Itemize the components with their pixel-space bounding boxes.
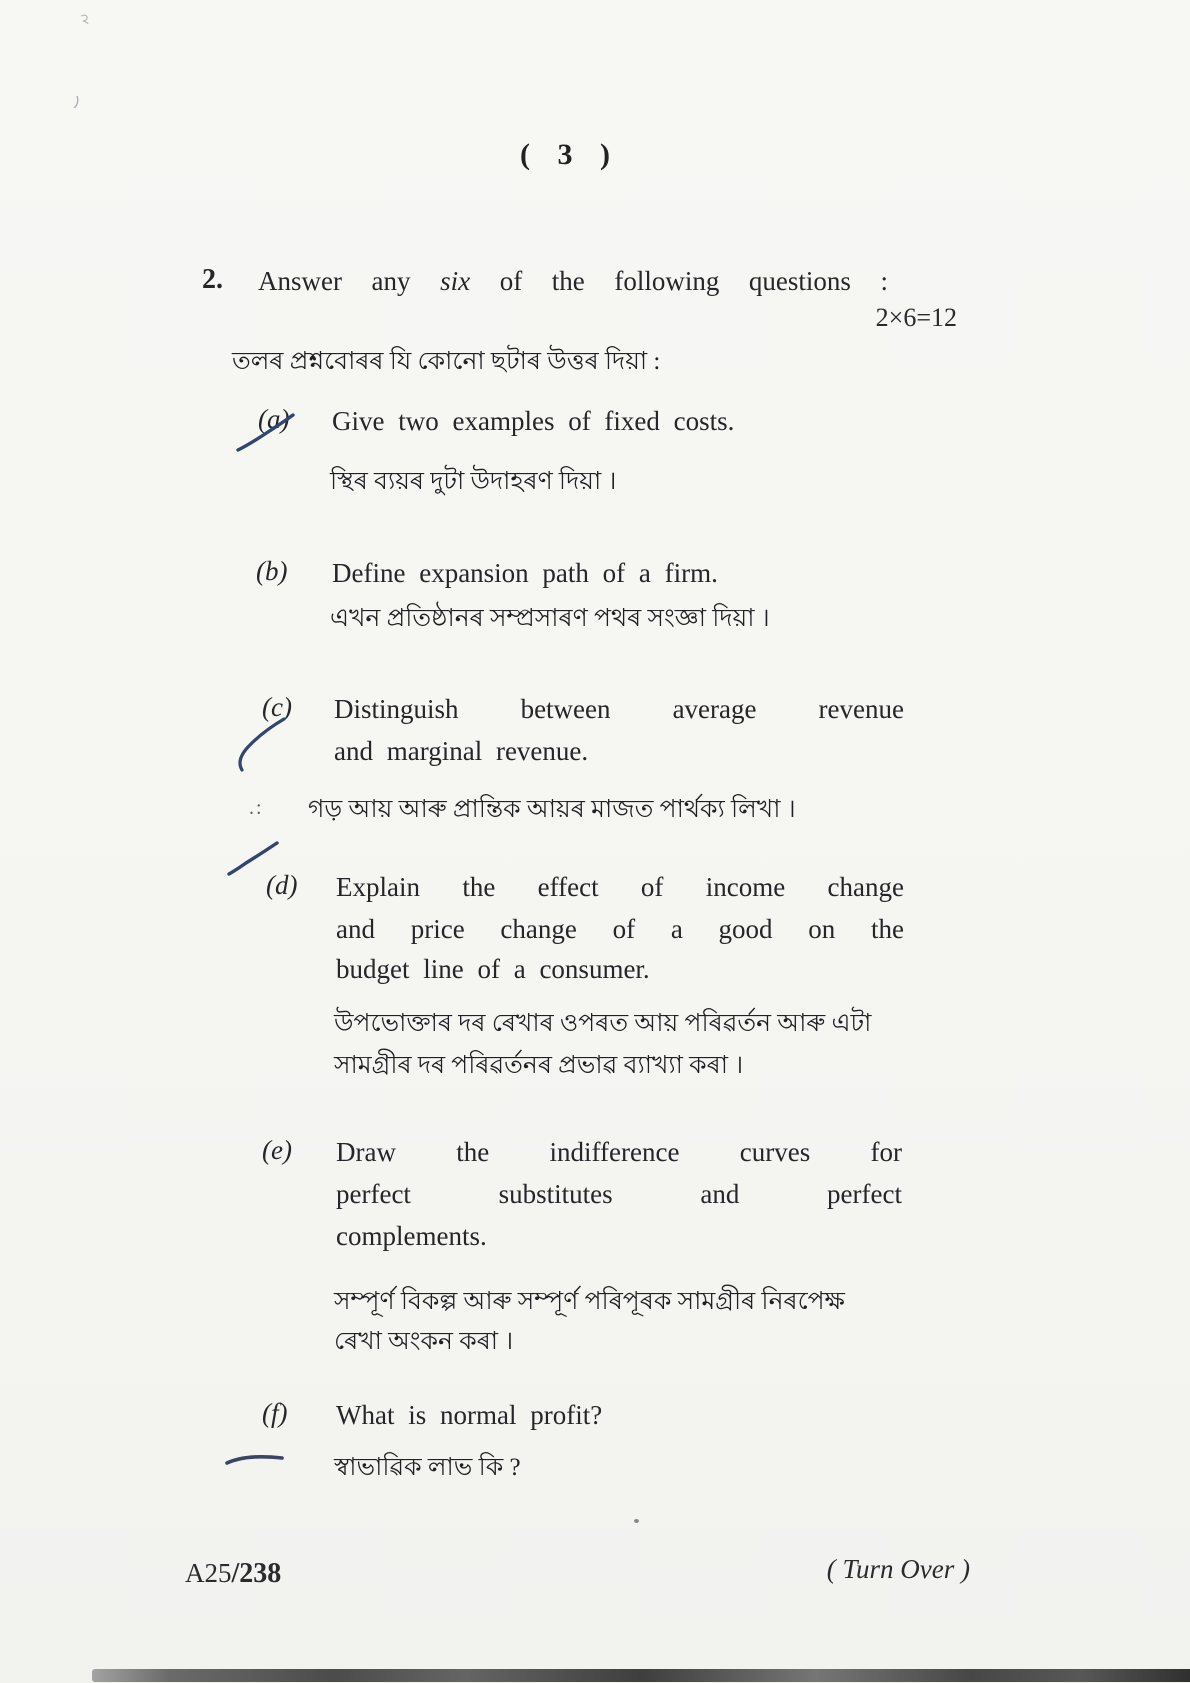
scan-artifact-band [92, 1669, 1190, 1682]
item-d-line-1: Explain the effect of income change [336, 872, 904, 902]
pen-tick-a [234, 410, 298, 454]
item-b-line-1: Define expansion path of a firm. [332, 558, 718, 588]
paper-code [185, 1558, 281, 1590]
question-text-suffix: of the following questions : [470, 266, 888, 296]
item-d-label: (d) [266, 870, 298, 900]
paper-code-series: A25 [185, 1558, 232, 1588]
item-d-line-3: budget line of a consumer. [336, 954, 650, 984]
item-e-line-2: perfect substitutes and perfect [336, 1179, 902, 1209]
pen-dash-f [224, 1450, 286, 1468]
item-a-line-1: Give two examples of fixed costs. [332, 406, 735, 436]
item-c-assamese-1: গড় আয় আৰু প্ৰান্তিক আয়ৰ মাজত পাৰ্থক্য লিখা । [308, 796, 796, 823]
item-c-line-1: Distinguish between average revenue [334, 694, 904, 724]
turn-over-note: ( Turn Over ) [826, 1554, 970, 1584]
item-a-label: (a) [258, 404, 290, 434]
question-text-assamese: তলৰ প্ৰশ্নবোৰৰ যি কোনো ছটাৰ উত্তৰ দিয়া : [232, 348, 661, 375]
question-number: 2. [202, 264, 223, 295]
question-text [258, 263, 888, 299]
item-a-assamese-1: স্থিৰ ব্যয়ৰ দুটা উদাহৰণ দিয়া । [330, 468, 617, 495]
item-e-line-3: complements. [336, 1221, 487, 1251]
item-f-label: (f) [262, 1398, 288, 1428]
pen-tick-c [236, 716, 290, 774]
item-f-assamese-1: স্বাভাৱিক লাভ কি ? [334, 1454, 521, 1481]
question-text-italic: six [440, 266, 471, 296]
item-c-margin-mark: .: [249, 797, 264, 819]
scan-speck [78, 12, 92, 26]
scan-speck [72, 94, 82, 110]
item-b-label: (b) [256, 556, 288, 586]
scan-speck [634, 1519, 639, 1523]
item-c-label: (c) [262, 692, 292, 722]
item-c-line-2: and marginal revenue. [334, 736, 589, 766]
item-d-assamese-1: উপভোক্তাৰ দৰ ৰেখাৰ ওপৰত আয় পৰিৱৰ্তন আৰু এটা [334, 1010, 872, 1037]
item-f-line-1: What is normal profit? [336, 1400, 603, 1430]
page-number: ( 3 ) [520, 138, 620, 171]
item-e-assamese-1: সম্পূৰ্ণ বিকল্প আৰু সম্পূৰ্ণ পৰিপূৰক সামগ্ৰীৰ নিৰপেক্ষ [334, 1288, 845, 1315]
item-b-assamese-1: এখন প্ৰতিষ্ঠানৰ সম্প্ৰসাৰণ পথৰ সংজ্ঞা দিয়া । [330, 605, 770, 632]
item-d-line-2: and price change of a good on the [336, 914, 904, 944]
item-e-label: (e) [262, 1135, 292, 1165]
question-text-prefix: Answer any [258, 266, 441, 296]
item-e-assamese-2: ৰেখা অংকন কৰা । [334, 1328, 514, 1355]
marks-value: 2×6=12 [875, 303, 957, 332]
paper-code-number: /238 [231, 1558, 282, 1589]
item-e-line-1: Draw the indifference curves for [336, 1137, 902, 1167]
item-d-assamese-2: সামগ্ৰীৰ দৰ পৰিৱৰ্তনৰ প্ৰভাৱ ব্যাখ্যা কৰা । [334, 1052, 744, 1079]
pen-tick-d [226, 840, 282, 878]
